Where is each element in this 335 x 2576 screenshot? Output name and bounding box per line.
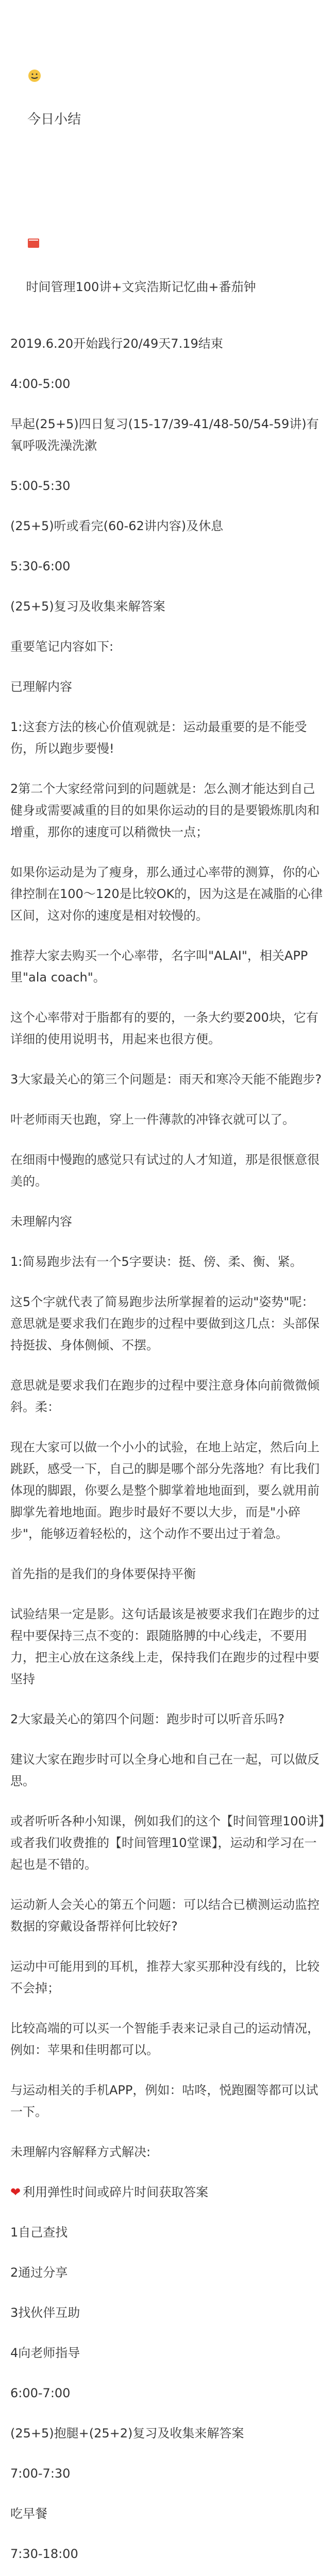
content-paragraph — [10, 676, 325, 698]
content-paragraph — [10, 413, 325, 456]
paragraph-text: 5:30-6:00 — [10, 559, 71, 573]
content-paragraph — [10, 2222, 325, 2243]
paragraph-text: 运动中可能用到的耳机，推荐大家买那种没有线的，比较不会掉； — [10, 1959, 320, 1995]
content-paragraph — [10, 1810, 325, 1875]
paragraph-text: 1:这套方法的核心价值观就是：运动最重要的是不能受伤，所以跑步要慢! — [10, 720, 307, 756]
content-paragraph — [10, 636, 325, 657]
content-paragraph — [10, 2181, 325, 2203]
paragraph-text: 7:00-7:30 — [10, 2466, 71, 2481]
content-paragraph — [10, 1149, 325, 1192]
paragraph-text: 1:简易跑步法有一个5字要诀：挺、傍、柔、衡、紧。 — [10, 1255, 303, 1269]
content-paragraph — [10, 1069, 325, 1090]
paragraph-text: 7:30-18:00 — [10, 2547, 78, 2561]
header-title-row — [10, 3, 325, 152]
content-paragraph — [10, 2382, 325, 2404]
page — [0, 3, 335, 2576]
content-paragraph — [10, 2422, 325, 2444]
face-emoji-icon — [27, 25, 42, 39]
paragraph-text: 首先指的是我们的身体要保持平衡 — [10, 1567, 196, 1581]
content-paragraph — [10, 778, 325, 843]
paragraph-text: 已理解内容 — [10, 680, 72, 694]
paragraph-text: 2通过分享 — [10, 2265, 68, 2280]
paragraph-text: 运动新人会关心的第五个问题：可以结合已横测运动监控数据的穿戴设备帮祥何比较好? — [10, 1897, 320, 1934]
content-paragraph — [10, 1251, 325, 1273]
content-list — [10, 373, 325, 2576]
content-paragraph — [10, 2543, 325, 2565]
content-paragraph — [10, 2079, 325, 2123]
paragraph-text: 2第二个大家经常问到的问题就是：怎么测才能达到自己健身或需要减重的目的如果你运动的目的是要锻炼肌肉和增重，那你的速度可以稍微快一点； — [10, 782, 320, 839]
paragraph-text: 5:00-5:30 — [10, 479, 71, 493]
header-subtitle: 时间管理100讲+文宾浩斯记忆曲+番茄钟 — [26, 280, 256, 294]
paragraph-text: 6:00-7:00 — [10, 2386, 71, 2400]
paragraph-text: 4向老师指导 — [10, 2346, 80, 2360]
paragraph-text: 未理解内容解释方式解决: — [10, 2145, 151, 2159]
content-paragraph — [10, 1109, 325, 1130]
content-paragraph — [10, 475, 325, 497]
content-paragraph — [10, 1211, 325, 1232]
paragraph-text: 建议大家在跑步时可以全身心地和自己在一起，可以做反思。 — [10, 1752, 320, 1788]
content-paragraph — [10, 1375, 325, 1418]
paragraph-text: 在细雨中慢跑的感觉只有试过的人才知道，那是很惬意很美的。 — [10, 1153, 320, 1189]
content-paragraph — [10, 2262, 325, 2283]
content-paragraph — [10, 1436, 325, 1545]
content-paragraph — [10, 2302, 325, 2324]
content-paragraph — [10, 1007, 325, 1050]
paragraph-text: 叶老师雨天也跑，穿上一件薄款的冲锋衣就可以了。 — [10, 1112, 295, 1127]
content-paragraph — [10, 555, 325, 577]
paragraph-text: 试验结果一定是影。这句话最该是被要求我们在跑步的过程中要保持三点不变的：跟随胳膊的中心线走，不要用力，把主心放在这条线上走，保持我们在跑步的过程中要坚持 — [10, 1607, 320, 1686]
paragraph-text: 与运动相关的手机APP，例如：咕咚，悦跑圈等都可以试一下。 — [10, 2083, 319, 2119]
paragraph-text: 1自己查找 — [10, 2225, 68, 2240]
content-paragraph — [10, 1708, 325, 1730]
paragraph-text: 利用弹性时间或碎片时间获取答案 — [23, 2185, 209, 2199]
content-paragraph — [10, 716, 325, 759]
paragraph-text: 这5个字就代表了简易跑步法所掌握着的运动"姿势"呢：意思就是要求我们在跑步的过程中要做到这几点：头部保持挺拔、身体侧倾、不摆。 — [10, 1295, 320, 1352]
paragraph-text: (25+5)抱腿+(25+2)复习及收集来解答案 — [10, 2426, 244, 2441]
content-paragraph — [10, 2342, 325, 2364]
content-paragraph — [10, 515, 325, 537]
content-paragraph — [10, 2141, 325, 2163]
paragraph-text: 3找伙伴互助 — [10, 2306, 80, 2320]
content-paragraph — [10, 596, 325, 617]
paragraph-text: 未理解内容 — [10, 1214, 72, 1229]
paragraph-text: (25+5)听或看完(60-62讲内容)及休息 — [10, 519, 224, 533]
header-title: 今日小结 — [27, 112, 81, 127]
paragraph-text: 比较高端的可以买一个智能手表来记录自己的运动情况，例如：苹果和佳明都可以。 — [10, 2021, 320, 2057]
paragraph-text: 吃早餐 — [10, 2506, 47, 2521]
book-icon — [26, 192, 41, 207]
content-paragraph — [10, 1291, 325, 1356]
content-paragraph — [10, 1603, 325, 1690]
content-paragraph — [10, 2018, 325, 2061]
paragraph-text: 意思就是要求我们在跑步的过程中要注意身体向前微微倾斜。柔： — [10, 1378, 320, 1414]
paragraph-text: 早起(25+5)四日复习(15-17/39-41/48-50/54-59讲)有氧呼吸洗澡洗漱 — [10, 417, 319, 453]
paragraph-text: 现在大家可以做一个小小的试验，在地上站定，然后向上跳跃，感受一下，自己的脚是哪个部分先落地？有比我们体现的脚跟，你要么是整个脚掌着地地面到，要么就用前脚掌先着地地面。跑步时最好不要以大步，而是"小碎步"，能够迈着轻松的，这个动作不要出过于着急。 — [10, 1440, 320, 1541]
content-paragraph — [10, 1749, 325, 1792]
paragraph-text: 推荐大家去购买一个心率带，名字叫"ALAI"，相关APP里"ala coach"。 — [10, 948, 308, 985]
paragraph-text: 4:00-5:00 — [10, 377, 71, 391]
header-date: 2019.6.20开始践行20/49天7.19结束 — [10, 336, 223, 351]
content-paragraph — [10, 945, 325, 988]
content-paragraph — [10, 1894, 325, 1937]
paragraph-text: 如果你运动是为了瘦身，那么通过心率带的测算，你的心律控制在100〜120是比较OK的，因为这是在减脂的心律区间，这对你的速度是相对较慢的。 — [10, 865, 323, 923]
paragraph-text: 重要笔记内容如下: — [10, 639, 114, 654]
header-subtitle-row — [10, 171, 325, 319]
paragraph-text: 或者听听各种小知课，例如我们的这个【时间管理100讲】或者我们收费推的【时间管理10堂课】，运动和学习在一起也是不错的。 — [10, 1814, 325, 1872]
content-paragraph — [10, 2503, 325, 2524]
paragraph-text: 3大家最关心的第三个问题是：雨天和寒冷天能不能跑步? — [10, 1072, 322, 1087]
paragraph-text: 这个心率带对于脂都有的要的，一条大约要200块，它有详细的使用说明书，用起来也很方便。 — [10, 1010, 319, 1046]
heart-icon: ❤ — [10, 2185, 21, 2199]
content-paragraph — [10, 1956, 325, 1999]
paragraph-text: 2大家最关心的第四个问题：跑步时可以听音乐吗? — [10, 1712, 285, 1726]
content-paragraph — [10, 1563, 325, 1585]
content-paragraph — [10, 373, 325, 395]
content-paragraph — [10, 861, 325, 926]
content-paragraph — [10, 2463, 325, 2484]
paragraph-text: (25+5)复习及收集来解答案 — [10, 599, 165, 614]
